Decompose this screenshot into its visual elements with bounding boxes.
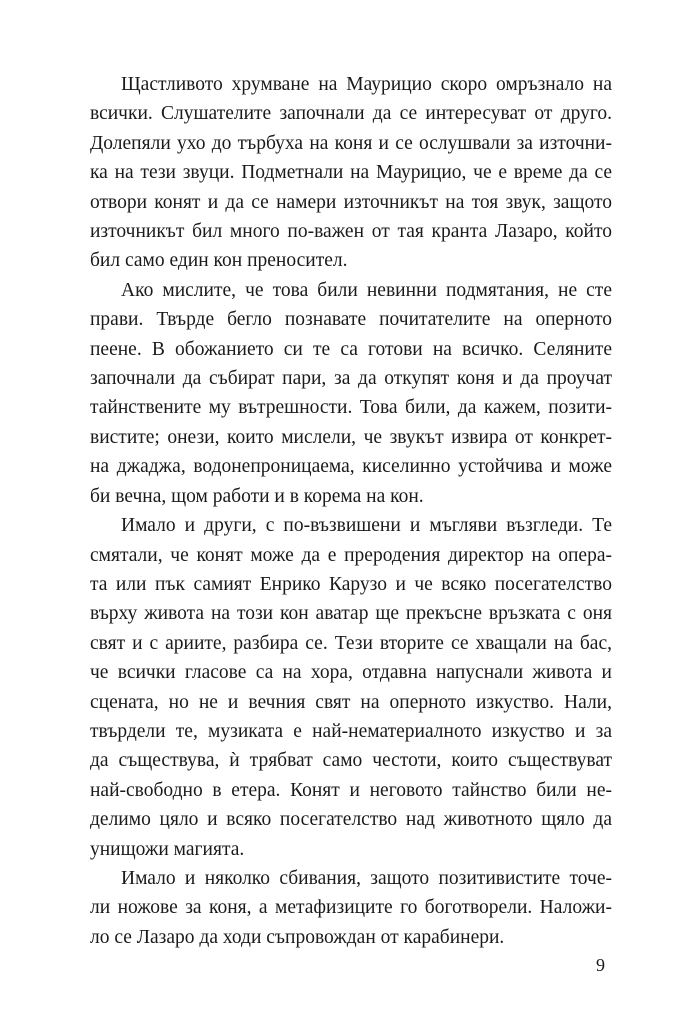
text-line: бил само един кон преносител. <box>90 250 348 272</box>
body-text <box>90 70 612 952</box>
text-line: източникът бил много по-важен от тая кранта Лазаро, който <box>90 221 612 243</box>
text-line: ка на тези звуци. Подметнали на Маурицио, че е време да се <box>90 162 612 184</box>
page-number: 9 <box>596 955 605 975</box>
text-line: Щастливото хрумване на Маурицио скоро омръзнало на <box>121 74 612 95</box>
text-line: делимо цяло и всяко посегателство над животното щяло да <box>90 809 612 831</box>
text-line: всички. Слушателите започнали да се интересуват от друго. <box>90 103 612 125</box>
text-line: тайнствените му вътрешности. Това били, да кажем, позити- <box>90 397 612 419</box>
text-line: та или пък самият Енрико Карузо и че всяко посегателство <box>90 573 612 595</box>
text-line: ло се Лазаро да ходи съпровождан от карабинери. <box>90 926 505 948</box>
text-line: прави. Твърде бегло познавате почитателите на оперното <box>90 309 612 331</box>
text-line: сцената, но не и вечния свят на оперното изкуство. Нали, <box>90 691 612 713</box>
text-line: твърдели те, музиката е най-нематериалното изкуство и за <box>90 720 612 742</box>
text-line: отвори конят и да се намери източникът на тоя звук, защото <box>90 191 612 213</box>
text-line: вистите; онези, които мислели, че звукът извира от конкрет- <box>90 426 612 448</box>
paragraph-1 <box>90 70 612 276</box>
text-line: пеене. В обожанието си те са готови на всичко. Селяните <box>90 338 612 360</box>
text-line: да съществува, ѝ трябват само честоти, които съществуват <box>90 750 612 772</box>
text-line: смятали, че конят може да е преродения директор на опера- <box>90 544 612 566</box>
text-line: Имало и няколко сбивания, защото позитивистите точе- <box>121 867 612 889</box>
text-line: Ако мислите, че това били невинни подмятания, не сте <box>121 279 612 301</box>
text-line: би вечна, щом работи и в корема на кон. <box>90 485 424 507</box>
text-line: върху живота на този кон аватар ще прекъсне връзката с оня <box>90 603 612 625</box>
text-line: свят и с ариите, разбира се. Тези вторите се хващали на бас, <box>90 632 612 654</box>
text-line: най-свободно в етера. Конят и неговото тайнство били не- <box>90 779 612 801</box>
text-line: започнали да събират пари, за да откупят коня и да проучат <box>90 368 612 390</box>
text-line: на джаджа, водонепроницаема, киселинно устойчива и може <box>90 456 612 478</box>
paragraph-3 <box>90 511 612 864</box>
text-line: Имало и други, с по-възвишени и мъгляви възгледи. Те <box>121 515 612 537</box>
paragraph-4 <box>90 864 612 952</box>
paragraph-2 <box>90 276 612 511</box>
text-line: ли ножове за коня, а метафизиците го боготворели. Наложи- <box>90 897 612 919</box>
text-line: унищожи магията. <box>90 838 245 860</box>
text-line: Долепяли ухо до търбуха на коня и се ослушвали за източни- <box>90 132 612 154</box>
text-line: че всички гласове са на хора, отдавна напуснали живота и <box>90 662 612 684</box>
